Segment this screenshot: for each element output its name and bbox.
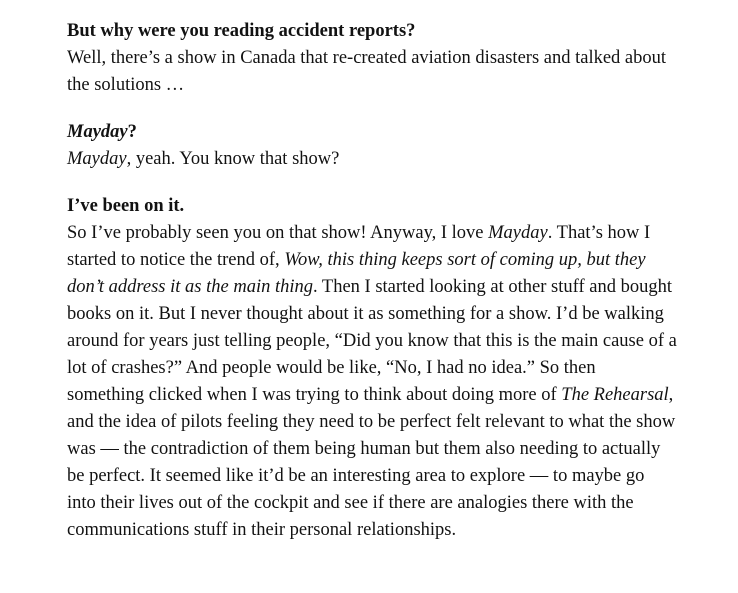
answer-text: , yeah. You know that show? [126, 149, 340, 169]
question-text: But why were you reading accident reports? [67, 21, 416, 41]
question-show-title: Mayday [67, 122, 128, 142]
question-text: I’ve been on it. [67, 196, 185, 216]
qa-block-2 [67, 119, 677, 173]
interview-article [67, 18, 677, 564]
answer-show-title: The Rehearsal [561, 385, 669, 405]
answer-text: , and the idea of pilots feeling they need to be perfect felt relevant to what the show was — the contradiction of them being human but them also needing to actually be perfect. It seemed like it’d be an interesting area to explore — to maybe go into their lives out of the cockpit and see if there are analogies there with the communications stuff in their personal relationships. [67, 385, 676, 540]
interviewee-answer [67, 220, 677, 544]
interviewer-question [67, 193, 677, 220]
answer-italic-thought: Wow, this thing keeps sort of coming up, but they don’t address it as the main thing [67, 250, 646, 297]
answer-show-title: Mayday [488, 223, 548, 243]
answer-show-title: Mayday [67, 149, 127, 169]
interviewer-question [67, 18, 677, 45]
answer-text: So I’ve probably seen you on that show! Anyway, I love [67, 223, 489, 243]
answer-text: Well, there’s a show in Canada that re-created aviation disasters and talked about the solutions … [67, 48, 667, 95]
interviewee-answer [67, 45, 677, 99]
qa-block-3 [67, 193, 677, 544]
answer-text: . That’s how I started to notice the trend of, [67, 223, 651, 270]
interviewee-answer [67, 146, 677, 173]
answer-text: . Then I started looking at other stuff and bought books on it. But I never thought about it as something for a show. I’d be walking around for years just telling people, “Did you know that this is the main cause of a lot of crashes?” And people would be like, “No, I had no idea.” So then something clicked when I was trying to think about doing more of [67, 277, 677, 405]
qa-block-1 [67, 18, 677, 99]
interviewer-question [67, 119, 677, 146]
question-text: ? [127, 122, 137, 142]
